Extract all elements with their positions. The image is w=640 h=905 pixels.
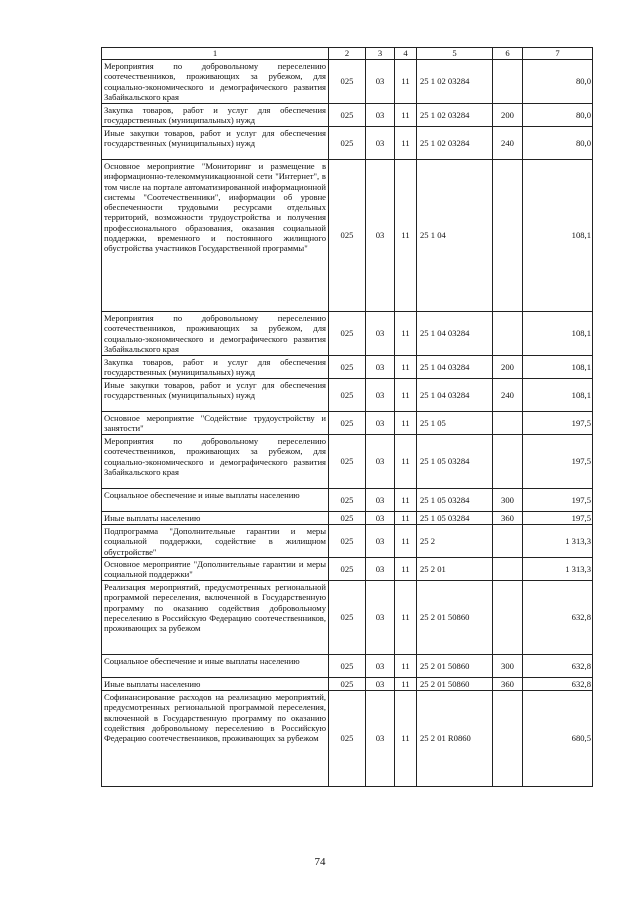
- row-c2-cell: 025: [329, 60, 366, 104]
- row-name-cell: Иные выплаты населению: [102, 512, 329, 525]
- table-row: [102, 379, 593, 412]
- budget-table: [101, 47, 593, 787]
- row-c2-cell: 025: [329, 678, 366, 691]
- row-name-cell: Основное мероприятие "Мониторинг и размещение в информационно-телекоммуникационной сети "Интернет", в том числе на портале автоматизированной информационной системы "Соотечественники", информации об уровне обеспеченности трудовыми ресурсами отдельных территорий, возможности трудоустройства и получения профессионального образования, оказания социальной поддержки, временного и постоянного жилищного обустройства участников Государственной программы": [102, 160, 329, 312]
- row-c7-cell: 80,0: [523, 127, 593, 160]
- header-cell: 7: [523, 48, 593, 60]
- row-c2-cell: 025: [329, 512, 366, 525]
- row-c2-cell: 025: [329, 312, 366, 356]
- row-c5-cell: 25 2 01 R0860: [417, 691, 493, 787]
- row-c6-cell: [493, 412, 523, 435]
- row-c3-cell: 03: [366, 581, 395, 655]
- row-c6-cell: 360: [493, 512, 523, 525]
- row-c2-cell: 025: [329, 558, 366, 581]
- row-c6-cell: [493, 160, 523, 312]
- row-c3-cell: 03: [366, 558, 395, 581]
- row-name-cell: Мероприятия по добровольному переселению соотечественников, проживающих за рубежом, для социально-экономического и демографического развития Забайкальского края: [102, 435, 329, 489]
- row-c6-cell: [493, 558, 523, 581]
- row-c2-cell: 025: [329, 104, 366, 127]
- row-c3-cell: 03: [366, 104, 395, 127]
- table-row: [102, 691, 593, 787]
- table-header-row: [102, 48, 593, 60]
- row-c7-cell: 1 313,3: [523, 558, 593, 581]
- row-name-cell: Основное мероприятие "Содействие трудоустройству и занятости": [102, 412, 329, 435]
- table-row: [102, 60, 593, 104]
- row-c7-cell: 197,5: [523, 489, 593, 512]
- row-c4-cell: 11: [395, 435, 417, 489]
- header-cell: 1: [102, 48, 329, 60]
- row-c3-cell: 03: [366, 678, 395, 691]
- row-c7-cell: 80,0: [523, 60, 593, 104]
- header-cell: 4: [395, 48, 417, 60]
- row-c7-cell: 80,0: [523, 104, 593, 127]
- row-c4-cell: 11: [395, 691, 417, 787]
- row-c6-cell: [493, 581, 523, 655]
- row-name-cell: Иные закупки товаров, работ и услуг для обеспечения государственных (муниципальных) нужд: [102, 379, 329, 412]
- row-c3-cell: 03: [366, 160, 395, 312]
- table-row: [102, 655, 593, 678]
- table-row: [102, 489, 593, 512]
- row-name-cell: Софинансирование расходов на реализацию мероприятий, предусмотренных региональной программой переселения, включенной в Государственную программу по оказанию содействия добровольному переселению в Российскую Федерацию соотечественников, проживающих за рубежом: [102, 691, 329, 787]
- table-row: [102, 104, 593, 127]
- row-c4-cell: 11: [395, 655, 417, 678]
- row-c6-cell: [493, 691, 523, 787]
- row-c3-cell: 03: [366, 312, 395, 356]
- row-name-cell: Иные выплаты населению: [102, 678, 329, 691]
- row-c7-cell: 108,1: [523, 379, 593, 412]
- row-c6-cell: [493, 60, 523, 104]
- row-c5-cell: 25 2 01 50860: [417, 678, 493, 691]
- row-c2-cell: 025: [329, 127, 366, 160]
- row-c4-cell: 11: [395, 127, 417, 160]
- row-c4-cell: 11: [395, 104, 417, 127]
- row-c3-cell: 03: [366, 127, 395, 160]
- row-c6-cell: 200: [493, 356, 523, 379]
- header-cell: 5: [417, 48, 493, 60]
- row-c6-cell: [493, 435, 523, 489]
- row-c7-cell: 108,1: [523, 160, 593, 312]
- row-c7-cell: 1 313,3: [523, 525, 593, 558]
- row-c3-cell: 03: [366, 379, 395, 412]
- row-c4-cell: 11: [395, 60, 417, 104]
- table-row: [102, 435, 593, 489]
- row-c7-cell: 197,5: [523, 512, 593, 525]
- row-c5-cell: 25 1 04 03284: [417, 356, 493, 379]
- row-name-cell: Иные закупки товаров, работ и услуг для обеспечения государственных (муниципальных) нужд: [102, 127, 329, 160]
- row-c5-cell: 25 1 05 03284: [417, 435, 493, 489]
- row-c5-cell: 25 1 04: [417, 160, 493, 312]
- row-c2-cell: 025: [329, 412, 366, 435]
- row-c3-cell: 03: [366, 60, 395, 104]
- row-c3-cell: 03: [366, 525, 395, 558]
- row-c4-cell: 11: [395, 525, 417, 558]
- row-c6-cell: 240: [493, 379, 523, 412]
- row-c6-cell: 300: [493, 489, 523, 512]
- row-c4-cell: 11: [395, 558, 417, 581]
- row-c7-cell: 108,1: [523, 356, 593, 379]
- row-c4-cell: 11: [395, 379, 417, 412]
- row-c5-cell: 25 1 04 03284: [417, 379, 493, 412]
- row-c5-cell: 25 2 01 50860: [417, 581, 493, 655]
- row-c5-cell: 25 2 01: [417, 558, 493, 581]
- row-c5-cell: 25 1 02 03284: [417, 104, 493, 127]
- row-c2-cell: 025: [329, 379, 366, 412]
- row-c5-cell: 25 1 02 03284: [417, 60, 493, 104]
- table-row: [102, 512, 593, 525]
- row-name-cell: Мероприятия по добровольному переселению соотечественников, проживающих за рубежом, для социально-экономического и демографического развития Забайкальского края: [102, 312, 329, 356]
- row-name-cell: Закупка товаров, работ и услуг для обеспечения государственных (муниципальных) нужд: [102, 104, 329, 127]
- budget-table-page: [101, 47, 592, 787]
- row-c3-cell: 03: [366, 512, 395, 525]
- row-c4-cell: 11: [395, 312, 417, 356]
- row-name-cell: Закупка товаров, работ и услуг для обеспечения государственных (муниципальных) нужд: [102, 356, 329, 379]
- row-c2-cell: 025: [329, 356, 366, 379]
- row-c7-cell: 108,1: [523, 312, 593, 356]
- table-row: [102, 356, 593, 379]
- table-row: [102, 127, 593, 160]
- row-name-cell: Подпрограмма "Дополнительные гарантии и меры социальной поддержки, содействие в жилищном обустройстве": [102, 525, 329, 558]
- row-c4-cell: 11: [395, 581, 417, 655]
- row-c6-cell: [493, 525, 523, 558]
- header-cell: 3: [366, 48, 395, 60]
- table-row: [102, 160, 593, 312]
- row-c5-cell: 25 1 02 03284: [417, 127, 493, 160]
- page-number: 74: [314, 856, 326, 868]
- row-c5-cell: 25 1 05 03284: [417, 489, 493, 512]
- row-name-cell: Социальное обеспечение и иные выплаты населению: [102, 655, 329, 678]
- row-c4-cell: 11: [395, 512, 417, 525]
- row-c6-cell: 240: [493, 127, 523, 160]
- row-c4-cell: 11: [395, 412, 417, 435]
- row-c5-cell: 25 2: [417, 525, 493, 558]
- row-c3-cell: 03: [366, 489, 395, 512]
- row-c2-cell: 025: [329, 691, 366, 787]
- row-c6-cell: [493, 312, 523, 356]
- row-c6-cell: 200: [493, 104, 523, 127]
- row-c5-cell: 25 1 05 03284: [417, 512, 493, 525]
- row-c5-cell: 25 1 04 03284: [417, 312, 493, 356]
- row-c4-cell: 11: [395, 678, 417, 691]
- row-c3-cell: 03: [366, 655, 395, 678]
- table-row: [102, 558, 593, 581]
- table-row: [102, 581, 593, 655]
- table-row: [102, 525, 593, 558]
- row-c5-cell: 25 1 05: [417, 412, 493, 435]
- row-c2-cell: 025: [329, 655, 366, 678]
- row-c6-cell: 300: [493, 655, 523, 678]
- row-c7-cell: 680,5: [523, 691, 593, 787]
- row-c7-cell: 632,8: [523, 581, 593, 655]
- row-c4-cell: 11: [395, 489, 417, 512]
- table-row: [102, 678, 593, 691]
- row-c5-cell: 25 2 01 50860: [417, 655, 493, 678]
- row-c4-cell: 11: [395, 160, 417, 312]
- table-row: [102, 412, 593, 435]
- row-name-cell: Мероприятия по добровольному переселению соотечественников, проживающих за рубежом, для социально-экономического и демографического развития Забайкальского края: [102, 60, 329, 104]
- row-c6-cell: 360: [493, 678, 523, 691]
- row-c2-cell: 025: [329, 160, 366, 312]
- row-c3-cell: 03: [366, 412, 395, 435]
- row-c2-cell: 025: [329, 525, 366, 558]
- row-c3-cell: 03: [366, 356, 395, 379]
- row-c7-cell: 197,5: [523, 412, 593, 435]
- row-c3-cell: 03: [366, 435, 395, 489]
- header-cell: 2: [329, 48, 366, 60]
- row-name-cell: Основное мероприятие "Дополнительные гарантии и меры социальной поддержки": [102, 558, 329, 581]
- row-c2-cell: 025: [329, 435, 366, 489]
- row-c7-cell: 632,8: [523, 678, 593, 691]
- row-name-cell: Реализация мероприятий, предусмотренных региональной программой переселения, включенной в Государственную программу по оказанию содействия добровольному переселению в Российскую Федерацию соотечественников, проживающих за рубежом: [102, 581, 329, 655]
- table-row: [102, 312, 593, 356]
- row-name-cell: Социальное обеспечение и иные выплаты населению: [102, 489, 329, 512]
- row-c7-cell: 197,5: [523, 435, 593, 489]
- row-c2-cell: 025: [329, 489, 366, 512]
- row-c4-cell: 11: [395, 356, 417, 379]
- row-c3-cell: 03: [366, 691, 395, 787]
- row-c7-cell: 632,8: [523, 655, 593, 678]
- row-c2-cell: 025: [329, 581, 366, 655]
- header-cell: 6: [493, 48, 523, 60]
